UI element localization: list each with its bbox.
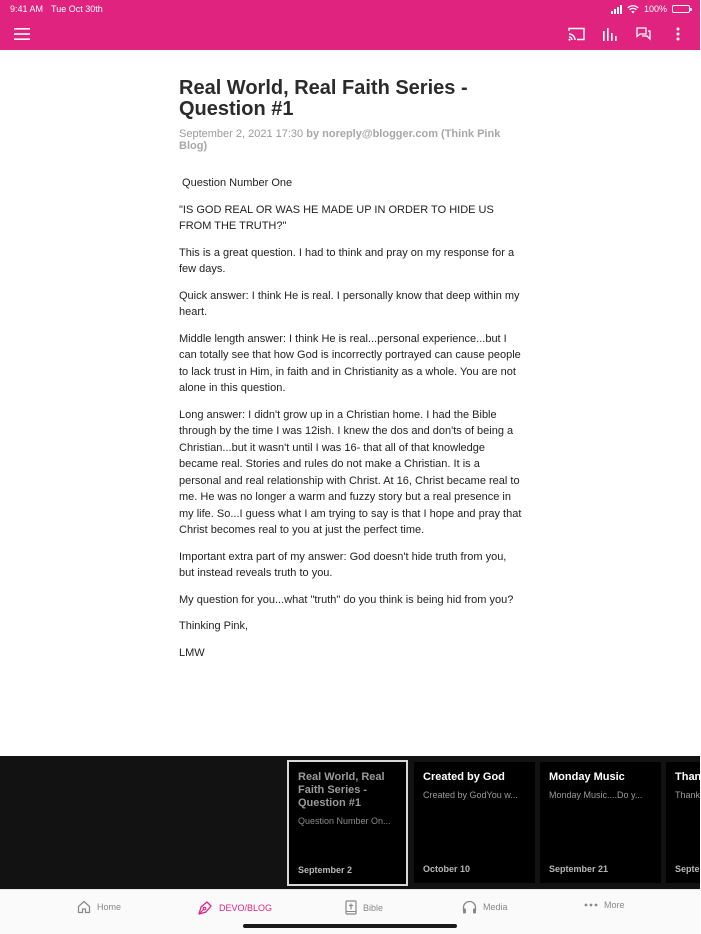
article-view[interactable] — [0, 50, 700, 756]
article-paragraph: My question for you...what "truth" do you think is being hid from you? — [179, 593, 514, 606]
card-title: Real World, Real Faith Series - Question #1 — [298, 771, 385, 809]
hamburger-menu-icon[interactable] — [12, 24, 32, 44]
article-author: noreply@blogger.com (Think Pink Blog) — [179, 128, 501, 152]
horizontal-dots-icon — [584, 903, 598, 907]
card-title: Created by God — [423, 771, 505, 783]
nav-item-media[interactable] — [462, 900, 508, 914]
home-icon — [77, 900, 91, 914]
card-snippet: Thank — [675, 790, 701, 800]
nav-item-home[interactable] — [77, 900, 121, 914]
carousel-card[interactable] — [414, 762, 535, 883]
battery-percent: 100% — [643, 4, 667, 14]
bible-icon — [345, 900, 357, 915]
article-paragraph: Long answer: I didn't grow up in a Christian home. I had the Bible through by the time I was 12ish. I knew the dos and don'ts of being a Christian...but it wasn't until I was 16- that all of that knowledge became real. Stories and rules do not make a Christian. It is a personal and real relationship with Christ. At 16, Christ became real to me. He was no longer a warm and fuzzy story but a real presence in my life. So...I guess what I am trying to say is that I hope and pray that Christ becomes real to you at just the perfect time. — [179, 408, 522, 536]
card-date: Septe — [675, 864, 700, 874]
article-paragraph: Quick answer: I think He is real. I personally know that deep within my heart. — [179, 289, 520, 318]
nav-label: Media — [483, 902, 508, 912]
nav-label: More — [604, 900, 625, 910]
nav-item-more[interactable] — [584, 900, 625, 910]
nav-label: Bible — [363, 902, 384, 913]
nav-label: DEVO/BLOG — [219, 903, 273, 913]
status-date: Tue Oct 30th — [51, 4, 103, 14]
headphones-icon — [462, 900, 477, 914]
article-paragraph: Middle length answer: I think He is real...personal experience...but I can totally see that how God is incorrectly portrayed can cause people to lack trust in Him, in faith and in Christianity as a whole. You are not alone in this question. — [179, 332, 521, 394]
card-title: Monday Music — [549, 771, 625, 783]
nav-item-bible[interactable] — [345, 900, 383, 915]
cast-icon[interactable] — [566, 24, 586, 44]
card-snippet: Created by GodYou w... — [423, 790, 518, 800]
battery-icon — [672, 5, 690, 13]
article-paragraph: This is a great question. I had to think and pray on my response for a few days. — [179, 246, 515, 275]
article-paragraph: "IS GOD REAL OR WAS HE MADE UP IN ORDER TO HIDE US FROM THE TRUTH?" — [179, 203, 494, 232]
post-carousel[interactable] — [0, 756, 700, 889]
carousel-card-selected[interactable] — [287, 760, 408, 886]
bottom-navigation — [0, 889, 700, 934]
card-date: September 21 — [549, 864, 609, 874]
article-paragraph: LMW — [179, 646, 205, 659]
status-bar — [0, 0, 700, 18]
pen-nib-icon — [197, 900, 213, 916]
cellular-signal-icon — [611, 5, 622, 14]
nav-label: Home — [97, 902, 122, 912]
vertical-dots-icon[interactable] — [668, 24, 688, 44]
home-indicator[interactable] — [243, 924, 457, 928]
chat-icon[interactable] — [634, 24, 654, 44]
status-time: 9:41 AM — [10, 4, 44, 14]
wifi-icon — [627, 5, 639, 14]
card-title: Than — [675, 771, 701, 783]
card-date: October 10 — [423, 864, 471, 874]
carousel-card[interactable] — [666, 762, 700, 883]
article-paragraph: Question Number One — [179, 177, 293, 189]
equalizer-icon[interactable] — [600, 24, 620, 44]
article-paragraph: Important extra part of my answer: God doesn't hide truth from you, but instead reveals truth to you. — [179, 550, 507, 579]
article-title: Real World, Real Faith Series - Question #1 — [179, 77, 468, 120]
card-date: September 2 — [298, 865, 353, 875]
article-date: September 2, 2021 17:30 — [179, 128, 304, 140]
nav-item-devo-blog[interactable] — [197, 900, 272, 916]
article-by: by — [306, 128, 320, 140]
article-paragraph: Thinking Pink, — [179, 620, 249, 632]
carousel-card[interactable] — [540, 762, 661, 883]
card-snippet: Question Number On... — [298, 816, 391, 826]
card-snippet: Monday Music....Do y... — [549, 790, 643, 800]
app-bar — [0, 18, 700, 50]
article-meta — [179, 128, 524, 152]
article-body — [179, 175, 524, 661]
